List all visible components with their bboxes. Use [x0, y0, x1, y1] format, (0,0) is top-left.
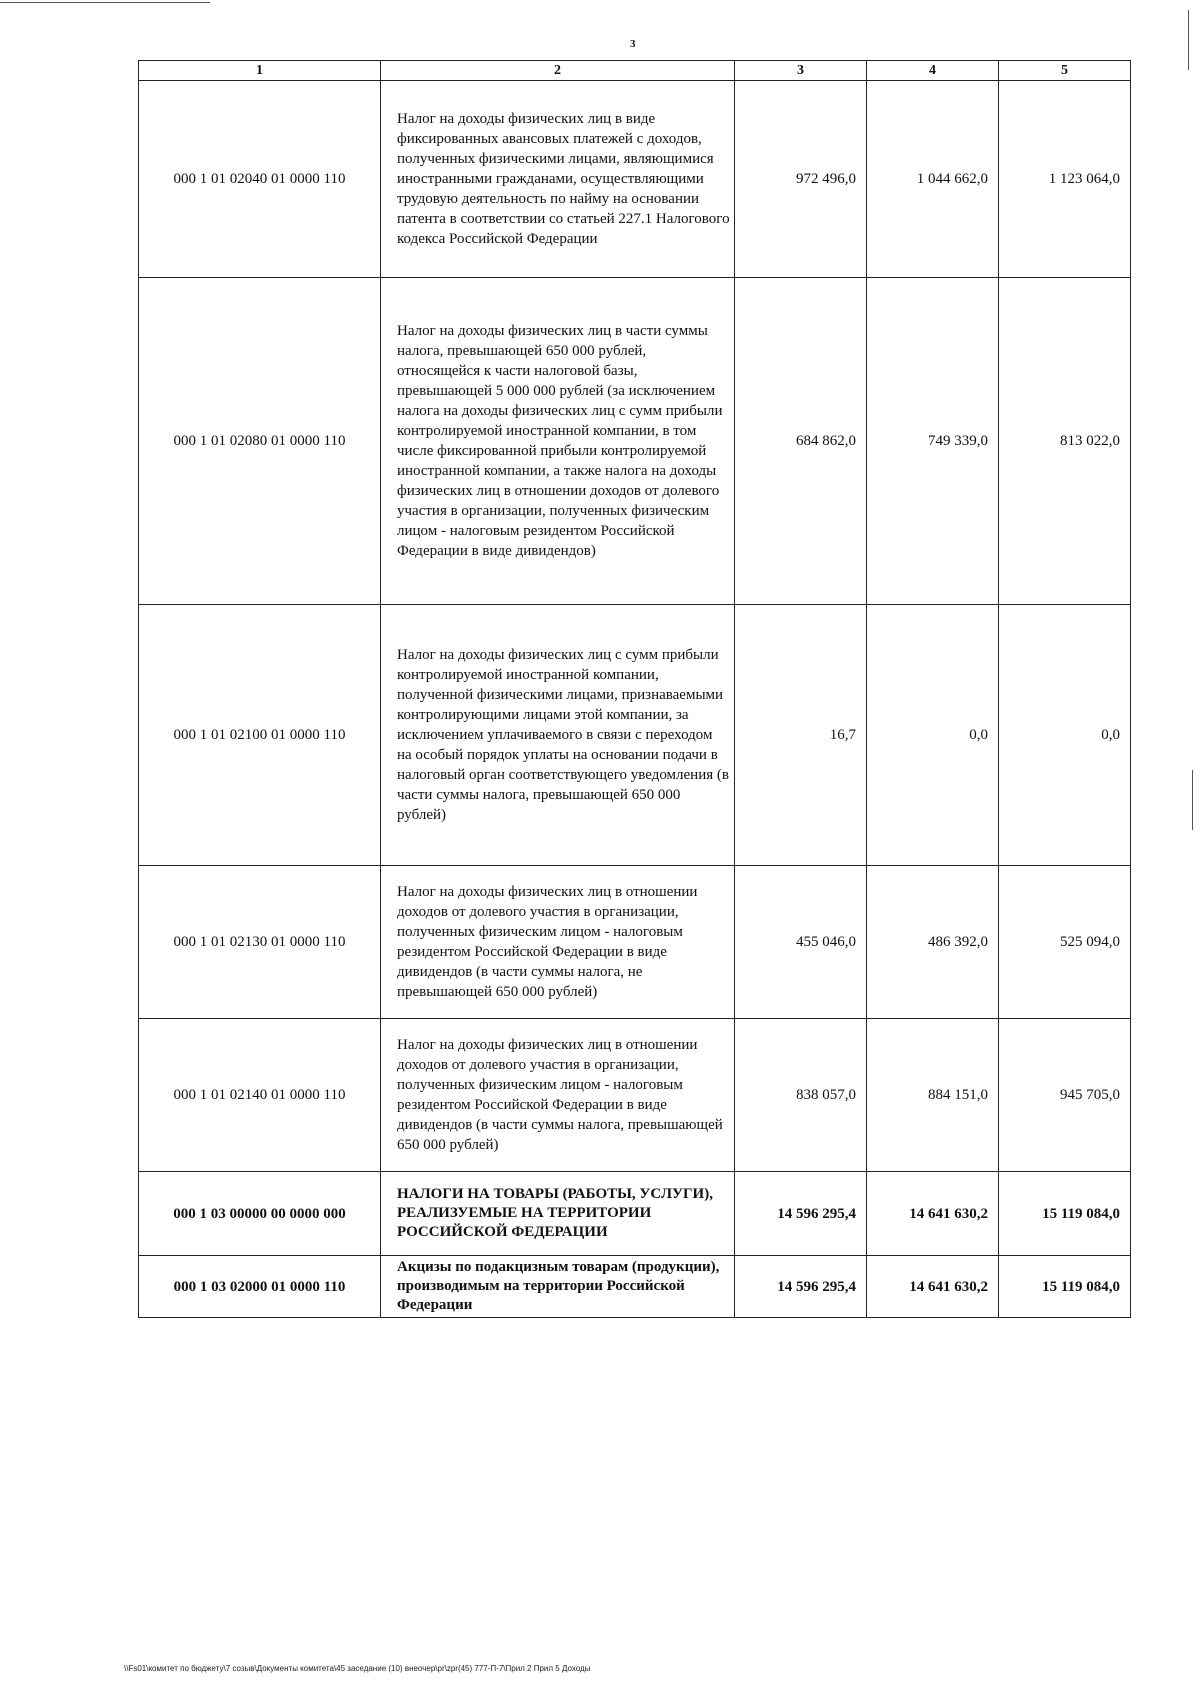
row-name: Налог на доходы физических лиц в отношении доходов от долевого участия в организации, полученных физическим лицом - налоговым резидентом Российской Федерации в виде дивидендов (в части суммы налога, не превышающей 650 000 рублей): [381, 866, 735, 1019]
page-number: 3: [630, 38, 636, 50]
row-value-col-4: 14 641 630,2: [867, 1172, 999, 1256]
row-value-col-4: 0,0: [867, 605, 999, 866]
table-row: [139, 1019, 1131, 1172]
table-row: [139, 605, 1131, 866]
row-value-col-3: 16,7: [735, 605, 867, 866]
row-name: НАЛОГИ НА ТОВАРЫ (РАБОТЫ, УСЛУГИ), РЕАЛИЗУЕМЫЕ НА ТЕРРИТОРИИ РОССИЙСКОЙ ФЕДЕРАЦИИ: [381, 1172, 735, 1256]
row-value-col-3: 455 046,0: [735, 866, 867, 1019]
table-row: [139, 1256, 1131, 1318]
header-col-5: 5: [999, 61, 1131, 81]
table-row: [139, 81, 1131, 278]
row-value-col-4: 1 044 662,0: [867, 81, 999, 278]
row-value-col-5: 15 119 084,0: [999, 1172, 1131, 1256]
row-value-col-5: 1 123 064,0: [999, 81, 1131, 278]
row-value-col-3: 14 596 295,4: [735, 1256, 867, 1318]
header-col-2: 2: [381, 61, 735, 81]
file-path-footer: \\Fs01\комитет по бюджету\7 созыв\Документы комитета\45 заседание (10) внеочер\pr\zpr(45) 777-П-7\Прил 2 Прил 5 Доходы: [124, 1664, 591, 1673]
row-value-col-3: 684 862,0: [735, 278, 867, 605]
scan-edge-mark: [1192, 770, 1193, 830]
header-col-3: 3: [735, 61, 867, 81]
top-edge-rule: [0, 2, 210, 3]
row-code: 000 1 03 02000 01 0000 110: [139, 1256, 381, 1318]
row-value-col-3: 972 496,0: [735, 81, 867, 278]
row-value-col-3: 14 596 295,4: [735, 1172, 867, 1256]
row-value-col-5: 0,0: [999, 605, 1131, 866]
row-name: Налог на доходы физических лиц в отношении доходов от долевого участия в организации, полученных физическим лицом - налоговым резидентом Российской Федерации в виде дивидендов (в части суммы налога, превышающей 650 000 рублей): [381, 1019, 735, 1172]
row-name: Налог на доходы физических лиц в части суммы налога, превышающей 650 000 рублей, относящейся к части налоговой базы, превышающей 5 000 000 рублей (за исключением налога на доходы физических лиц с сумм прибыли контролируемой иностранной компании, в том числе фиксированной прибыли контролируемой иностранной компании, а также налога на доходы физических лиц в отношении доходов от долевого участия в организации, полученных физическим лицом - налоговым резидентом Российской Федерации в виде дивидендов): [381, 278, 735, 605]
row-code: 000 1 03 00000 00 0000 000: [139, 1172, 381, 1256]
row-value-col-4: 749 339,0: [867, 278, 999, 605]
header-col-4: 4: [867, 61, 999, 81]
row-value-col-4: 14 641 630,2: [867, 1256, 999, 1318]
row-value-col-4: 884 151,0: [867, 1019, 999, 1172]
row-name: Акцизы по подакцизным товарам (продукции), производимым на территории Российской Федерации: [381, 1256, 735, 1318]
row-value-col-5: 525 094,0: [999, 866, 1131, 1019]
row-code: 000 1 01 02140 01 0000 110: [139, 1019, 381, 1172]
row-value-col-3: 838 057,0: [735, 1019, 867, 1172]
row-value-col-4: 486 392,0: [867, 866, 999, 1019]
table-row: [139, 278, 1131, 605]
row-value-col-5: 813 022,0: [999, 278, 1131, 605]
row-value-col-5: 15 119 084,0: [999, 1256, 1131, 1318]
revenue-table: [138, 60, 1131, 1318]
table-header-row: [139, 61, 1131, 81]
row-code: 000 1 01 02040 01 0000 110: [139, 81, 381, 278]
row-name: Налог на доходы физических лиц с сумм прибыли контролируемой иностранной компании, полученной физическими лицами, признаваемыми контролирующими лицами этой компании, за исключением уплачиваемого в связи с переходом на особый порядок уплаты на основании подачи в налоговый орган соответствующего уведомления (в части суммы налога, превышающей 650 000 рублей): [381, 605, 735, 866]
row-code: 000 1 01 02130 01 0000 110: [139, 866, 381, 1019]
row-name: Налог на доходы физических лиц в виде фиксированных авансовых платежей с доходов, полученных физическими лицами, являющимися иностранными гражданами, осуществляющими трудовую деятельность по найму на основании патента в соответствии со статьей 227.1 Налогового кодекса Российской Федерации: [381, 81, 735, 278]
header-col-1: 1: [139, 61, 381, 81]
row-value-col-5: 945 705,0: [999, 1019, 1131, 1172]
table-row: [139, 1172, 1131, 1256]
table-row: [139, 866, 1131, 1019]
row-code: 000 1 01 02100 01 0000 110: [139, 605, 381, 866]
row-code: 000 1 01 02080 01 0000 110: [139, 278, 381, 605]
scan-edge-mark: [1188, 10, 1189, 70]
